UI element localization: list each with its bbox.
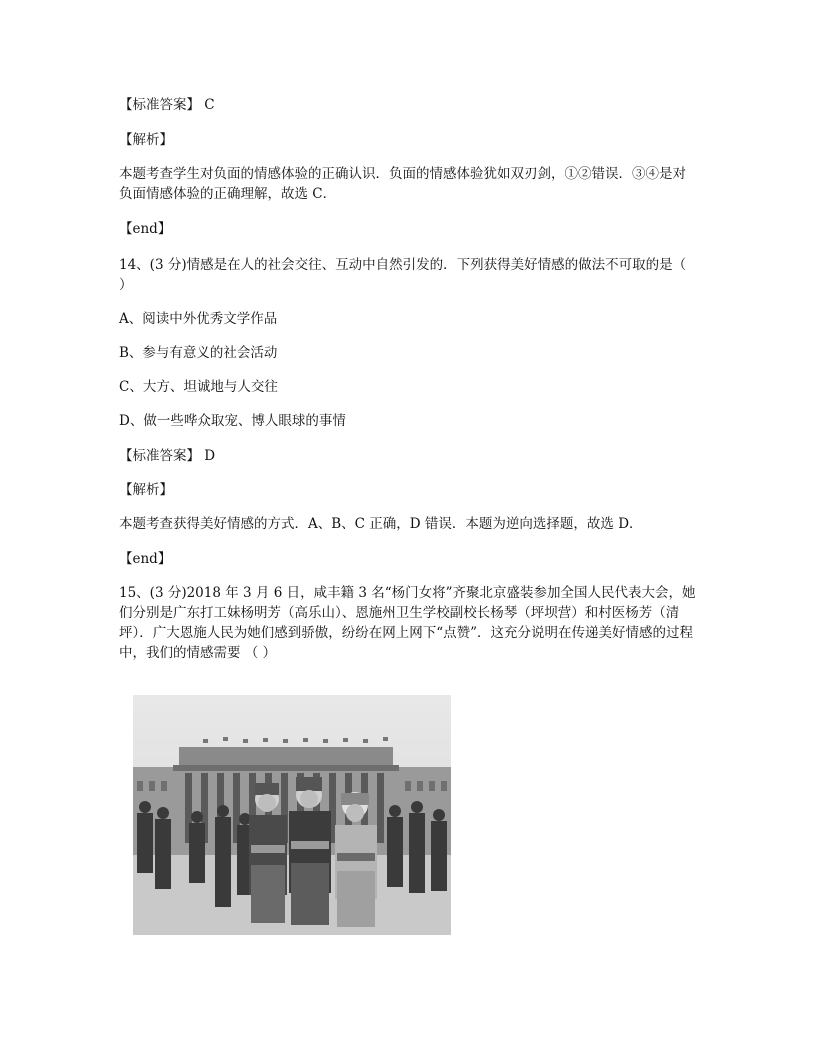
- q14-option-d: D、做一些哗众取宠、博人眼球的事情: [119, 413, 346, 429]
- delegates-photo: [133, 695, 451, 935]
- q14-option-c: C、大方、坦诚地与人交往: [119, 379, 278, 395]
- q14-option-a: A、阅读中外优秀文学作品: [119, 311, 278, 327]
- q14-option-b: B、参与有意义的社会活动: [119, 345, 278, 361]
- q14-analysis-text: 本题考查获得美好情感的方式．A、B、C 正确，D 错误．本题为逆向选择题，故选 D．: [119, 516, 643, 532]
- q13-analysis-label: 【解析】: [119, 132, 173, 148]
- q14-end: 【end】: [119, 551, 172, 567]
- q13-analysis-text: 本题考查学生对负面的情感体验的正确认识．负面的情感体验犹如双刃剑，①②错误．③④是对负面情感体验的正确理解，故选 C．: [119, 166, 686, 202]
- q14-stem: 14、(3 分)情感是在人的社会交往、互动中自然引发的．下列获得美好情感的做法不可取的是（ ）: [119, 257, 687, 293]
- q13-end: 【end】: [119, 221, 172, 237]
- q13-answer: 【标准答案】 C: [119, 97, 215, 113]
- q14-answer: 【标准答案】 D: [119, 448, 216, 464]
- q15-stem: 15、(3 分)2018 年 3 月 6 日，咸丰籍 3 名“杨门女将”齐聚北京盛装参加全国人民代表大会，她们分别是广东打工妹杨明芳（高乐山）、恩施州卫生学校副校长杨琴（坪坝营）和村医杨芳（清坪）．广大恩施人民为她们感到骄傲，纷纷在网上网下“点赞”．这充分说明在传递美好情感的过程中，我们的情感需要 （ ）: [119, 585, 696, 661]
- q14-analysis-label: 【解析】: [119, 482, 173, 498]
